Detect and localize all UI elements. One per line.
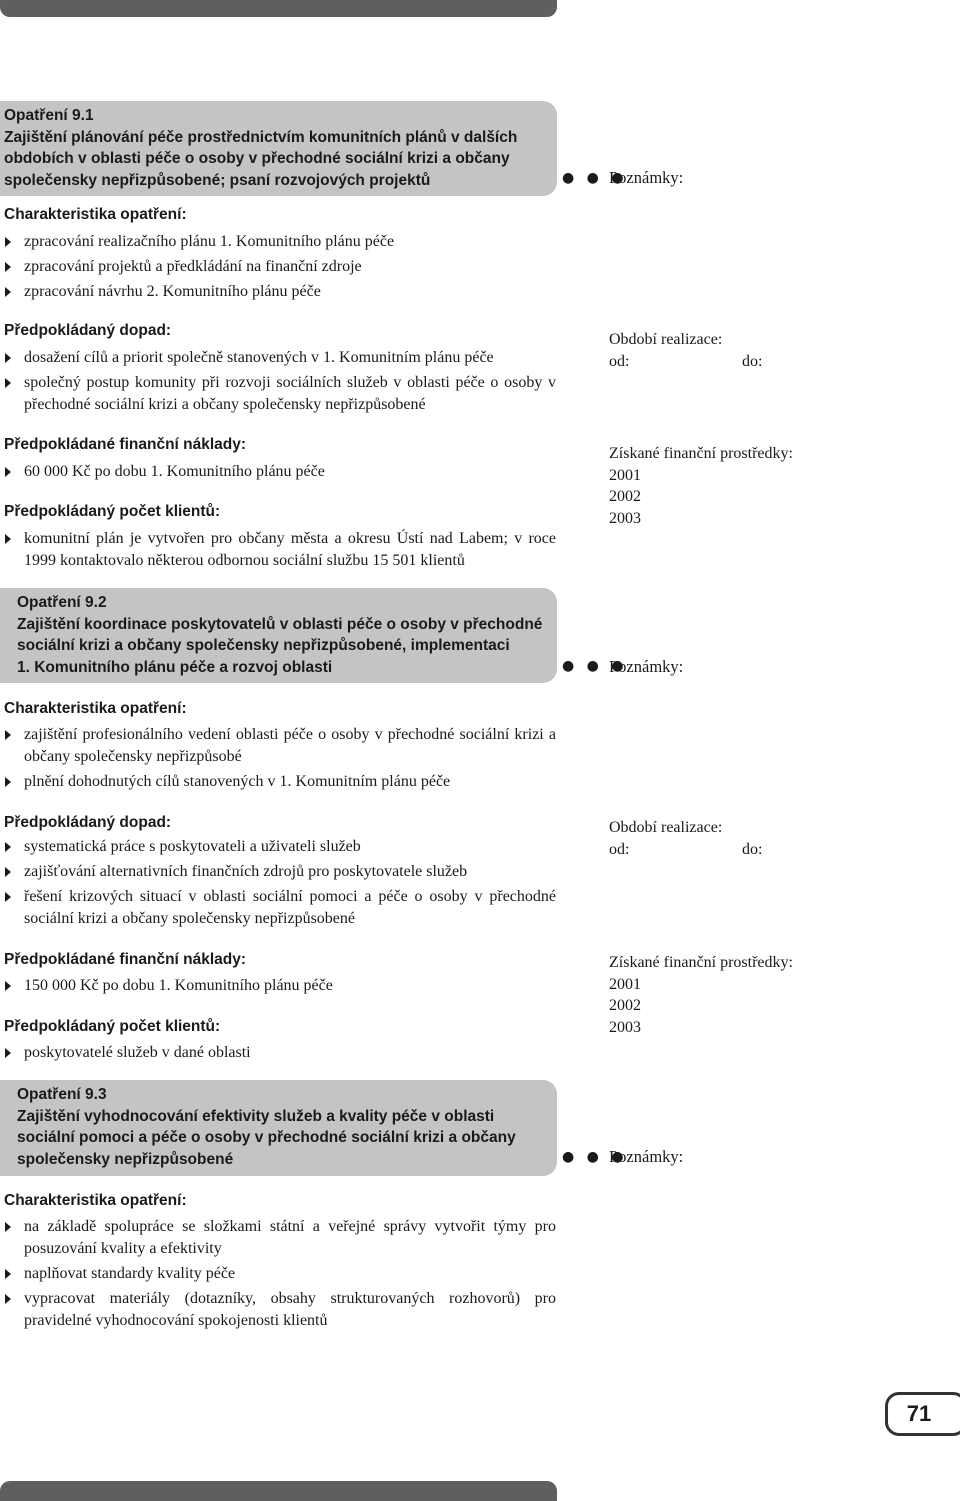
list-item: zajišťování alternativních finančních zdrojů pro poskytovatele služeb <box>0 861 556 883</box>
characteristics-list <box>0 231 556 306</box>
from-label: od: <box>609 840 630 858</box>
list-item: na základě spolupráce se složkami státní a veřejné správy vytvořit týmy pro posuzování kvality a efektivity <box>0 1216 556 1260</box>
characteristics-heading: Charakteristika opatření: <box>4 206 187 223</box>
bullet-dots-icon: ● ● ● <box>562 658 628 674</box>
list-item: plnění dohodnutých cílů stanovených v 1. Komunitním plánu péče <box>0 771 556 793</box>
year-label: 2001 <box>609 975 641 993</box>
to-label: do: <box>742 352 763 370</box>
list-item: komunitní plán je vytvořen pro občany města a okresu Ústí nad Labem; v roce 1999 kontaktovalo některou odbornou sociální službu 15 501 klientů <box>0 528 556 572</box>
measure-number: Opatření 9.2 <box>17 594 107 611</box>
impact-heading: Předpokládaný dopad: <box>4 814 172 831</box>
impact-list <box>0 347 556 419</box>
impact-heading: Předpokládaný dopad: <box>4 322 172 339</box>
clients-list <box>0 528 556 575</box>
list-item: řešení krizových situací v oblasti sociální pomoci a péče o osoby v přechodné sociální krizi a občany společensky nepřizpůsobené <box>0 886 556 930</box>
list-item: zpracování návrhu 2. Komunitního plánu péče <box>0 281 556 303</box>
measure-title-line: společensky nepřizpůsobené <box>17 1150 234 1168</box>
bottom-bar-decoration <box>0 1481 557 1501</box>
measure-title-line: Zajištění koordinace poskytovatelů v oblasti péče o osoby v přechodné <box>17 615 543 633</box>
characteristics-heading: Charakteristika opatření: <box>4 700 187 717</box>
bullet-dots-icon: ● ● ● <box>562 1149 628 1165</box>
costs-list <box>0 975 556 1000</box>
measure-title-line: společensky nepřizpůsobené; psaní rozvojových projektů <box>4 171 431 189</box>
list-item: poskytovatelé služeb v dané oblasti <box>0 1042 556 1064</box>
measure-9-1-header <box>0 101 557 196</box>
year-label: 2003 <box>609 509 641 527</box>
year-label: 2002 <box>609 488 641 505</box>
year-label: 2001 <box>609 466 641 484</box>
costs-heading: Předpokládané finanční náklady: <box>4 951 247 968</box>
measure-title-line: sociální krizi a občany společensky nepřizpůsobené, implementaci <box>17 637 510 654</box>
list-item: 150 000 Kč po dobu 1. Komunitního plánu péče <box>0 975 556 997</box>
list-item: dosažení cílů a priorit společně stanovených v 1. Komunitním plánu péče <box>0 347 556 369</box>
characteristics-heading: Charakteristika opatření: <box>4 1192 187 1209</box>
list-item: společný postup komunity při rozvoji sociálních služeb v oblasti péče o osoby v přechodné sociální krizi a občany společensky nepřizpůsobené <box>0 372 556 416</box>
characteristics-list <box>0 724 556 796</box>
list-item: zajištění profesionálního vedení oblasti péče o osoby v přechodné sociální krizi a občany společensky nepřizpůsobé <box>0 724 556 768</box>
measure-9-2-header <box>0 588 557 683</box>
measure-number: Opatření 9.3 <box>17 1086 107 1103</box>
period-block <box>609 329 762 372</box>
funds-block <box>609 952 793 1038</box>
measure-title-line: Zajištění plánování péče prostřednictvím komunitních plánů v dalších <box>4 128 518 146</box>
notes-label: Poznámky: <box>609 1147 684 1166</box>
bullet-dots-icon: ● ● ● <box>562 170 628 186</box>
period-label: Období realizace: <box>609 331 723 348</box>
from-label: od: <box>609 352 630 370</box>
clients-heading: Předpokládaný počet klientů: <box>4 1018 221 1035</box>
top-bar-decoration <box>0 0 557 17</box>
funds-label: Získané finanční prostředky: <box>609 954 793 971</box>
notes-label: Poznámky: <box>609 168 684 187</box>
measure-title-line: Zajištění vyhodnocování efektivity služeb a kvality péče v oblasti <box>17 1107 495 1125</box>
to-label: do: <box>742 840 763 858</box>
characteristics-list <box>0 1216 556 1335</box>
costs-heading: Předpokládané finanční náklady: <box>4 436 247 453</box>
funds-label: Získané finanční prostředky: <box>609 445 793 462</box>
list-item: 60 000 Kč po dobu 1. Komunitního plánu péče <box>0 461 556 483</box>
list-item: systematická práce s poskytovateli a uživateli služeb <box>0 836 556 858</box>
page-number: 71 <box>885 1392 960 1436</box>
measure-number: Opatření 9.1 <box>4 107 94 124</box>
measure-9-3-header <box>0 1080 557 1176</box>
clients-heading: Předpokládaný počet klientů: <box>4 503 221 520</box>
clients-list <box>0 1042 556 1067</box>
list-item: zpracování realizačního plánu 1. Komunitního plánu péče <box>0 231 556 253</box>
period-block <box>609 817 762 860</box>
measure-title-line: sociální pomoci a péče o osoby v přechodné sociální krizi a občany <box>17 1129 516 1146</box>
impact-list <box>0 836 556 933</box>
period-label: Období realizace: <box>609 819 723 836</box>
notes-label: Poznámky: <box>609 657 684 676</box>
list-item: zpracování projektů a předkládání na finanční zdroje <box>0 256 556 278</box>
measure-title-line: obdobích v oblasti péče o osoby v přechodné sociální krizi a občany <box>4 150 510 167</box>
list-item: naplňovat standardy kvality péče <box>0 1263 556 1285</box>
year-label: 2002 <box>609 997 641 1014</box>
measure-title-line: 1. Komunitního plánu péče a rozvoj oblasti <box>17 658 333 676</box>
funds-block <box>609 443 793 529</box>
year-label: 2003 <box>609 1018 641 1036</box>
list-item: vypracovat materiály (dotazníky, obsahy strukturovaných rozhovorů) pro pravidelné vyhodnocování spokojenosti klientů <box>0 1288 556 1332</box>
costs-list <box>0 461 556 486</box>
